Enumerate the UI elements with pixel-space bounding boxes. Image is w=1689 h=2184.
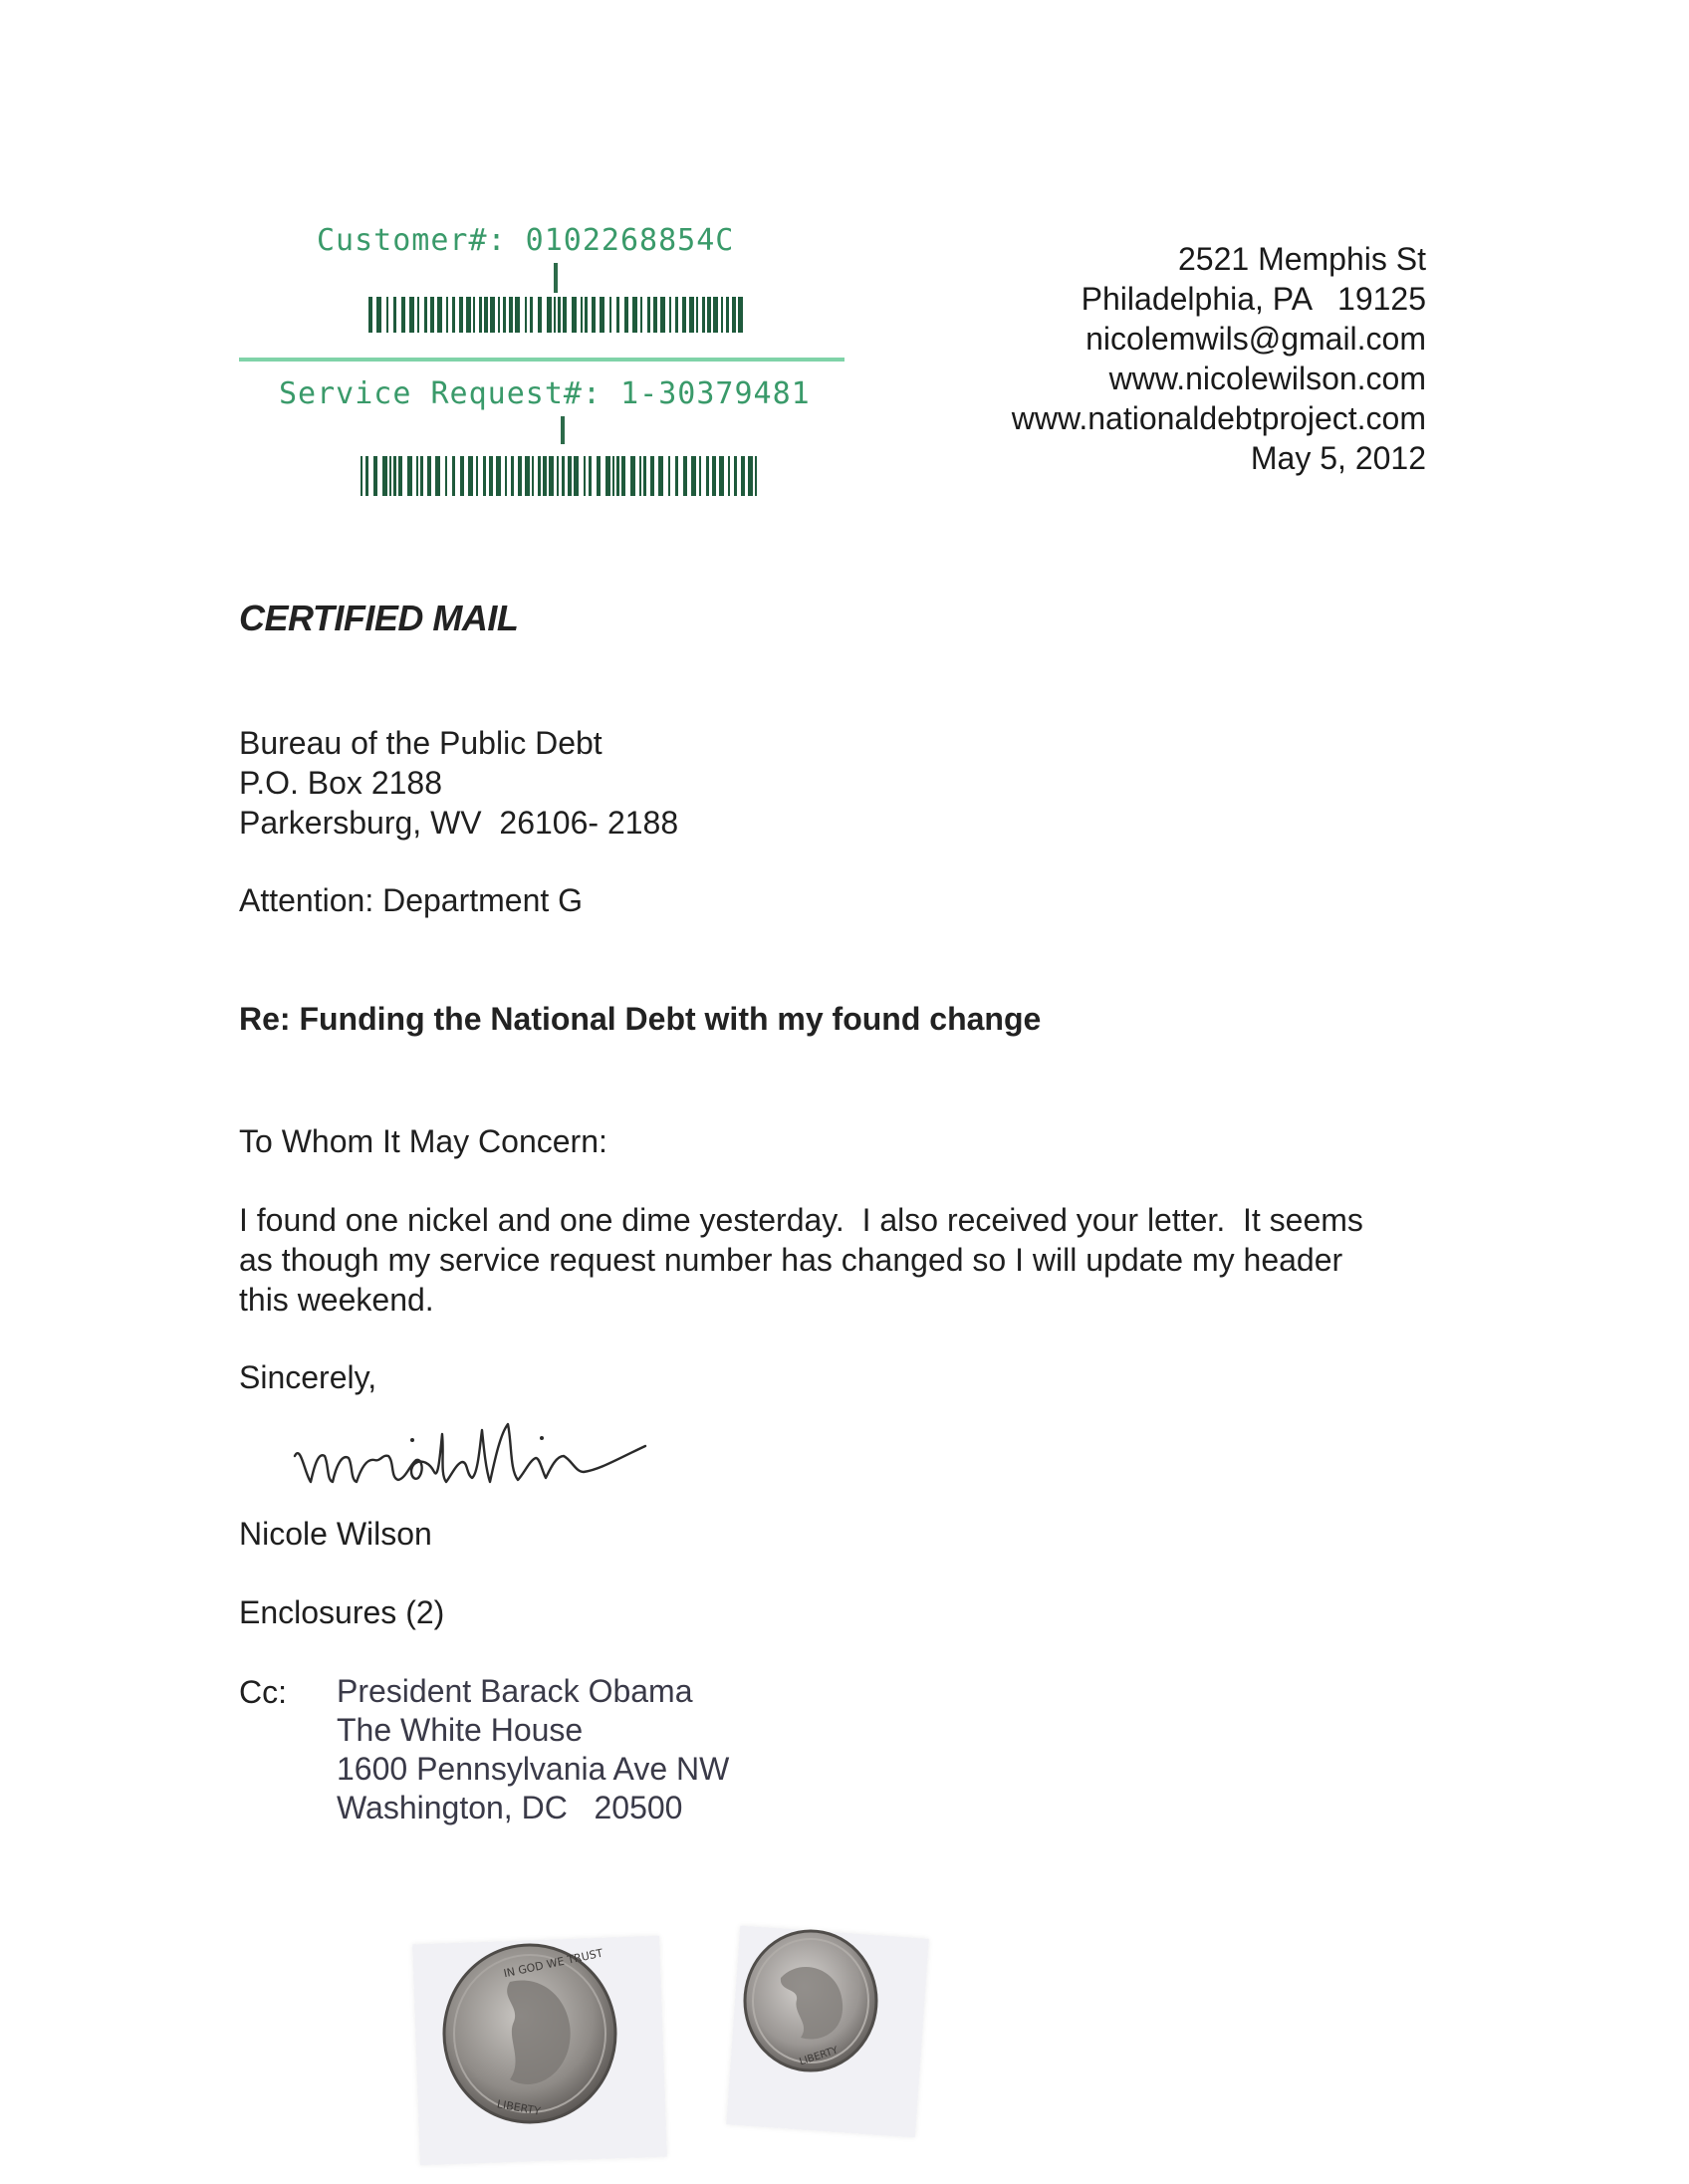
barcode-bar bbox=[532, 456, 534, 496]
nickel-liberty: LIBERTY bbox=[495, 2097, 542, 2118]
barcode-bar bbox=[589, 456, 592, 496]
return-street: 2521 Memphis St bbox=[1177, 241, 1426, 277]
barcode-bar bbox=[416, 456, 418, 496]
barcode-bar bbox=[616, 297, 619, 333]
barcode-bar bbox=[557, 456, 559, 496]
return-website-2: www.nationaldebtproject.com bbox=[1011, 400, 1426, 436]
barcode-bar bbox=[721, 297, 723, 333]
barcode-bar bbox=[511, 456, 514, 496]
nickel-motto: IN GOD WE TRUST bbox=[502, 1946, 604, 1981]
barcode-bar bbox=[489, 456, 493, 496]
barcode-bar bbox=[728, 456, 730, 496]
barcode-bar bbox=[572, 297, 577, 333]
body-line-3: this weekend. bbox=[239, 1282, 434, 1318]
customer-barcode bbox=[368, 297, 747, 333]
barcode-bar bbox=[554, 297, 556, 333]
return-city: Philadelphia, PA 19125 bbox=[1081, 281, 1426, 317]
barcode-bar bbox=[393, 456, 396, 496]
barcode-bar bbox=[707, 297, 711, 333]
barcode-bar bbox=[675, 297, 678, 333]
barcode-bar bbox=[427, 456, 431, 496]
barcode-bar bbox=[632, 297, 637, 333]
barcode-bar bbox=[585, 297, 588, 333]
barcode-bar bbox=[706, 456, 709, 496]
barcode-bar bbox=[597, 456, 601, 496]
barcode-bar bbox=[452, 297, 455, 333]
barcode-bar bbox=[401, 297, 405, 333]
barcode-bar bbox=[734, 456, 737, 496]
barcode-bar bbox=[452, 456, 455, 496]
service-barcode bbox=[361, 456, 761, 496]
barcode-bar bbox=[643, 456, 646, 496]
barcode-bar bbox=[479, 297, 482, 333]
barcode-bar bbox=[483, 456, 486, 496]
barcode-bar bbox=[712, 456, 716, 496]
barcode-bar bbox=[568, 456, 572, 496]
barcode-bar bbox=[466, 297, 471, 333]
recipient-line-2: P.O. Box 2188 bbox=[239, 765, 442, 801]
attention-line: Attention: Department G bbox=[239, 882, 584, 918]
barcode-bar bbox=[581, 297, 583, 333]
barcode-bar bbox=[738, 297, 743, 333]
salutation: To Whom It May Concern: bbox=[239, 1123, 607, 1159]
barcode-bar bbox=[592, 297, 596, 333]
barcode-bar bbox=[624, 297, 628, 333]
barcode-bar bbox=[639, 456, 641, 496]
body-line-2: as though my service request number has changed so I will update my header bbox=[239, 1242, 1343, 1278]
barcode-bar bbox=[640, 297, 642, 333]
barcode-bar bbox=[538, 456, 541, 496]
barcode-bar bbox=[584, 456, 586, 496]
barcode-bar bbox=[658, 456, 663, 496]
barcode-bar bbox=[525, 456, 530, 496]
barcode-bar bbox=[605, 456, 610, 496]
barcode-bar bbox=[609, 297, 611, 333]
barcode-bar bbox=[373, 456, 377, 496]
customer-number-label: Customer#: 0102268854C bbox=[317, 223, 735, 258]
barcode-bar bbox=[563, 297, 567, 333]
barcode-bar bbox=[490, 297, 495, 333]
recipient-line-3: Parkersburg, WV 26106- 2188 bbox=[239, 805, 679, 841]
cc-line-4: Washington, DC 20500 bbox=[337, 1790, 683, 1825]
barcode-bar bbox=[515, 297, 520, 333]
barcode-bar bbox=[702, 297, 705, 333]
return-email: nicolemwils@gmail.com bbox=[1086, 321, 1426, 357]
barcode-bar bbox=[669, 297, 671, 333]
barcode-bar bbox=[518, 456, 522, 496]
barcode-bar bbox=[538, 297, 542, 333]
service-barcode-tick bbox=[561, 416, 565, 444]
barcode-bar bbox=[748, 456, 753, 496]
barcode-bar bbox=[525, 297, 527, 333]
barcode-bar bbox=[437, 297, 442, 333]
barcode-bar bbox=[574, 456, 579, 496]
barcode-bar bbox=[713, 297, 718, 333]
barcode-bar bbox=[459, 297, 463, 333]
barcode-bar bbox=[361, 456, 362, 496]
barcode-bar bbox=[430, 297, 434, 333]
barcode-bar bbox=[498, 297, 500, 333]
cc-line-2: The White House bbox=[337, 1712, 584, 1748]
barcode-bar bbox=[376, 297, 381, 333]
barcode-bar bbox=[691, 456, 696, 496]
letter-body bbox=[239, 1200, 1363, 1320]
barcode-bar bbox=[407, 456, 412, 496]
barcode-bar bbox=[386, 297, 388, 333]
barcode-bar bbox=[616, 456, 619, 496]
barcode-bar bbox=[435, 456, 440, 496]
barcode-bar bbox=[417, 297, 419, 333]
barcode-bar bbox=[382, 456, 387, 496]
nickel-coin-icon bbox=[440, 1942, 619, 2125]
barcode-bar bbox=[503, 297, 506, 333]
barcode-bar bbox=[460, 456, 464, 496]
barcode-bar bbox=[530, 297, 533, 333]
barcode-bar bbox=[365, 456, 368, 496]
closing: Sincerely, bbox=[239, 1359, 377, 1395]
barcode-bar bbox=[668, 456, 670, 496]
barcode-bar bbox=[630, 456, 635, 496]
dime-liberty: LIBERTY bbox=[798, 2045, 840, 2068]
subject-line: Re: Funding the National Debt with my found change bbox=[239, 1001, 1042, 1037]
barcode-bar bbox=[496, 456, 501, 496]
barcode-bar bbox=[562, 456, 565, 496]
barcode-bar bbox=[600, 297, 604, 333]
barcode-bar bbox=[682, 297, 686, 333]
barcode-bar bbox=[389, 456, 391, 496]
barcode-bar bbox=[650, 456, 654, 496]
barcode-bar bbox=[683, 456, 687, 496]
barcode-bar bbox=[675, 456, 678, 496]
barcode-bar bbox=[476, 456, 478, 496]
barcode-bar bbox=[549, 456, 554, 496]
barcode-bar bbox=[741, 456, 745, 496]
recipient-line-1: Bureau of the Public Debt bbox=[239, 725, 603, 761]
cc-label: Cc: bbox=[239, 1674, 287, 1710]
letter-date: May 5, 2012 bbox=[1250, 440, 1426, 476]
barcode-bar bbox=[647, 297, 650, 333]
service-request-label: Service Request#: 1-30379481 bbox=[279, 376, 811, 411]
barcode-bar bbox=[543, 456, 547, 496]
barcode-bar bbox=[393, 297, 396, 333]
barcode-bar bbox=[509, 297, 513, 333]
barcode-divider bbox=[239, 358, 844, 362]
barcode-bar bbox=[409, 297, 414, 333]
barcode-bar bbox=[558, 297, 561, 333]
return-website-1: www.nicolewilson.com bbox=[1108, 361, 1426, 396]
barcode-bar bbox=[621, 456, 625, 496]
barcode-bar bbox=[398, 456, 402, 496]
signer-name: Nicole Wilson bbox=[239, 1516, 432, 1552]
barcode-bar bbox=[699, 456, 701, 496]
barcode-bar bbox=[653, 297, 657, 333]
return-address bbox=[1012, 239, 1426, 478]
dime-coin-icon bbox=[741, 1928, 880, 2073]
barcode-bar bbox=[424, 297, 427, 333]
barcode-bar bbox=[445, 456, 447, 496]
barcode-bar bbox=[612, 456, 614, 496]
barcode-bar bbox=[660, 297, 665, 333]
cc-line-1: President Barack Obama bbox=[337, 1673, 693, 1709]
barcode-bar bbox=[719, 456, 724, 496]
barcode-bar bbox=[473, 297, 475, 333]
recipient-address bbox=[239, 723, 678, 843]
barcode-bar bbox=[696, 297, 698, 333]
cc-line-3: 1600 Pennsylvania Ave NW bbox=[337, 1751, 730, 1787]
cc-address bbox=[337, 1672, 729, 1827]
barcode-bar bbox=[732, 297, 736, 333]
handwritten-signature bbox=[291, 1394, 669, 1504]
body-line-1: I found one nickel and one dime yesterday. I also received your letter. It seems bbox=[239, 1202, 1363, 1238]
certified-mail-heading: CERTIFIED MAIL bbox=[239, 598, 519, 638]
barcode-bar bbox=[368, 297, 372, 333]
barcode-bar bbox=[446, 297, 448, 333]
customer-barcode-tick bbox=[554, 263, 558, 293]
barcode-bar bbox=[689, 297, 694, 333]
barcode-bar bbox=[505, 456, 507, 496]
enclosures-line: Enclosures (2) bbox=[239, 1594, 445, 1630]
barcode-bar bbox=[484, 297, 488, 333]
barcode-bar bbox=[547, 297, 552, 333]
barcode-bar bbox=[468, 456, 473, 496]
barcode-bar bbox=[755, 456, 757, 496]
barcode-bar bbox=[420, 456, 423, 496]
barcode-bar bbox=[726, 297, 729, 333]
